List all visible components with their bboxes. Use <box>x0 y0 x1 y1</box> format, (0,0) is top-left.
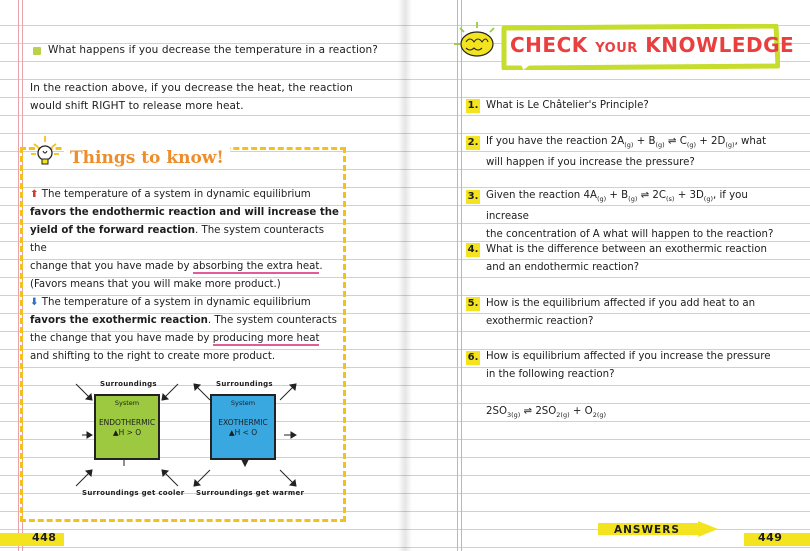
question-number: 3. <box>467 191 479 202</box>
equation <box>486 403 786 424</box>
question-text: If you have the reaction 2A <box>486 136 625 147</box>
state-subscript: (g) <box>703 195 713 204</box>
question-text: + B <box>633 136 656 147</box>
ttk-paragraph-1 <box>30 186 340 294</box>
question-text: + 3D <box>674 190 704 201</box>
para-text: (Favors means that you will make more product.) <box>30 279 281 290</box>
para-text-bold: favors the exothermic reaction <box>30 315 208 326</box>
question-text: What is Le Châtelier's Principle? <box>486 100 649 111</box>
endothermic-system-box <box>94 394 160 460</box>
ttk-paragraph-2 <box>30 294 340 366</box>
state-subscript: (g) <box>628 195 638 204</box>
header-word: YOUR <box>595 41 638 56</box>
question-text: What is the difference between an exothermic reaction <box>486 244 767 255</box>
question-text: the concentration of A what will happen to the reaction? <box>486 229 774 241</box>
things-to-know-title: Things to know! <box>64 147 230 169</box>
reaction-type: ENDOTHERMIC <box>98 418 156 427</box>
state-subscript: 2(g) <box>592 411 607 420</box>
page-number-left: 448 <box>32 531 57 544</box>
lightbulb-icon <box>30 134 60 168</box>
question-text: in the following reaction? <box>486 369 615 380</box>
answer-line: In the reaction above, if you decrease the heat, the reaction <box>30 82 353 94</box>
question-text: + 2D <box>696 136 726 147</box>
question-number: 5. <box>467 298 479 309</box>
margin-rule <box>461 0 462 551</box>
brain-icon <box>452 20 502 64</box>
question-text: Given the reaction 4A <box>486 190 597 201</box>
question-2 <box>486 133 786 172</box>
state-subscript: (g) <box>686 141 697 150</box>
underlined-phrase: producing more heat <box>212 333 320 344</box>
delta-h: ▲H > O <box>112 428 142 437</box>
para-text-bold: yield of the forward reaction <box>30 225 195 236</box>
question-text: How is the equilibrium affected if you add heat to an <box>486 298 756 309</box>
para-text: and shifting to the right to create more product. <box>30 351 276 362</box>
caption-warmer: Surroundings get warmer <box>196 489 305 497</box>
question-text: What happens if you decrease the temperature in a reaction? <box>48 44 378 56</box>
para-text: . The system counteracts <box>207 315 337 326</box>
question-text: How is equilibrium affected if you increase the pressure <box>486 351 771 362</box>
question-1 <box>486 97 786 115</box>
endothermic-label <box>96 418 158 438</box>
question-6 <box>486 348 786 384</box>
check-knowledge-title <box>510 31 794 63</box>
question-3 <box>486 187 786 244</box>
caption-cooler: Surroundings get cooler <box>82 489 185 497</box>
question-number: 4. <box>467 244 479 255</box>
answers-link[interactable]: ANSWERS <box>614 524 680 536</box>
underlined-phrase: absorbing the extra heat <box>192 261 320 272</box>
question-text: and an endothermic reaction? <box>486 262 640 273</box>
state-subscript: 3(g) <box>506 411 521 420</box>
para-text: the change that you have made by <box>30 333 213 344</box>
question-number: 2. <box>467 137 479 148</box>
para-text: change that you have made by <box>30 261 193 272</box>
para-text: The temperature of a system in dynamic equilibrium <box>41 189 311 200</box>
para-text-bold: favors the endothermic reaction and will increase the <box>30 207 339 218</box>
page-number-right: 449 <box>758 531 783 544</box>
question-text: exothermic reaction? <box>486 316 594 327</box>
para-text: The temperature of a system in dynamic equilibrium <box>41 297 311 308</box>
bullet-icon <box>33 47 41 55</box>
para-text: . The system counteracts the <box>30 225 325 254</box>
state-subscript: (g) <box>624 141 634 150</box>
question-number: 6. <box>467 352 479 363</box>
question-4 <box>486 241 786 277</box>
system-label: System <box>114 399 140 407</box>
state-subscript: (s) <box>665 195 675 204</box>
question-text: , if you increase <box>486 190 748 223</box>
state-subscript: (g) <box>725 141 735 150</box>
book-gutter <box>398 0 412 551</box>
question-text: , what <box>734 136 767 147</box>
exothermic-label <box>212 418 274 438</box>
equation-part: ⇌ 2SO <box>520 406 557 417</box>
header-word: CHECK <box>510 33 588 57</box>
question-text: ⇌ C <box>664 136 687 147</box>
system-label: System <box>230 399 256 407</box>
para-text: . <box>319 261 323 272</box>
reaction-type: EXOTHERMIC <box>218 418 268 427</box>
exothermic-system-box <box>210 394 276 460</box>
delta-h: ▲H < O <box>228 428 258 437</box>
state-subscript: (g) <box>655 141 665 150</box>
answer-line: would shift RIGHT to release more heat. <box>30 100 244 112</box>
margin-rule <box>18 0 19 551</box>
state-subscript: (g) <box>596 195 607 204</box>
question-number: 1. <box>467 100 479 111</box>
equation-part: + O <box>569 406 593 417</box>
question-text: + B <box>606 190 629 201</box>
equation-part: 2SO <box>486 406 507 417</box>
question-text: ⇌ 2C <box>637 190 666 201</box>
question-5 <box>486 295 786 331</box>
arrow-up-icon: ⬆ <box>30 189 39 200</box>
margin-rule <box>457 0 458 551</box>
surroundings-label: Surroundings <box>100 380 157 388</box>
header-word: KNOWLEDGE <box>645 33 795 57</box>
state-subscript: 2(g) <box>556 411 570 420</box>
arrow-down-icon: ⬇ <box>30 297 39 308</box>
surroundings-label: Surroundings <box>216 380 273 388</box>
question-text: will happen if you increase the pressure? <box>486 157 695 169</box>
